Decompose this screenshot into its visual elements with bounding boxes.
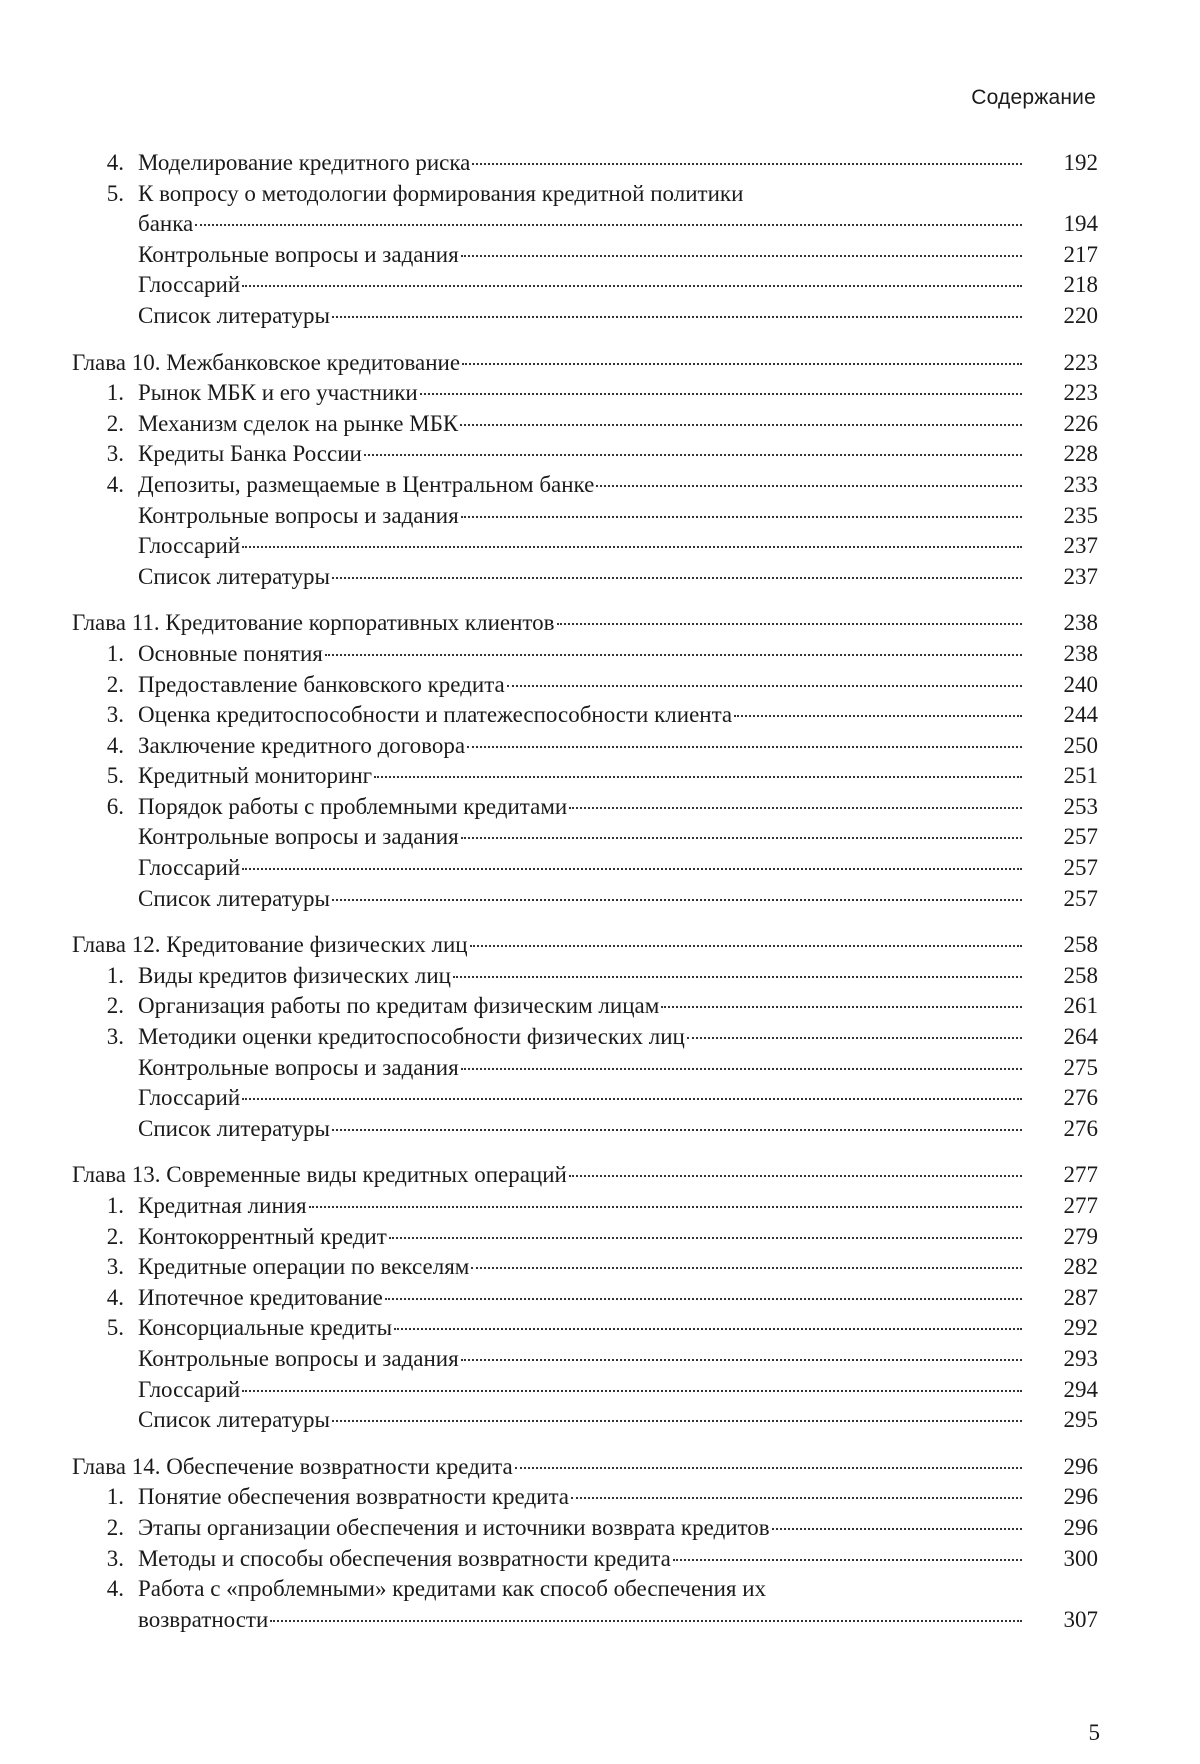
toc-entry-title: Кредитный мониторинг	[138, 763, 373, 789]
toc-entry-title: Методики оценки кредитоспособности физических лиц	[138, 1024, 685, 1050]
toc-entry-text-wrap	[138, 822, 1028, 853]
toc-dot-leader	[242, 868, 1022, 870]
toc-entry-title: Глоссарий	[138, 855, 241, 881]
toc-entry	[72, 1482, 1098, 1513]
toc-dot-leader	[569, 807, 1022, 809]
toc-page-number: 228	[1063, 441, 1098, 467]
toc-entry-number: 2.	[106, 671, 124, 697]
toc-page-number: 244	[1063, 702, 1098, 728]
toc-entry-text-wrap	[72, 1452, 1028, 1483]
toc-dot-leader	[242, 1390, 1022, 1392]
toc-entry	[72, 1022, 1098, 1053]
toc-entry-title-continued: банка	[138, 211, 194, 237]
toc-entry	[72, 761, 1098, 792]
toc-chapter	[72, 1160, 1098, 1191]
toc-entry-title: Консорциальные кредиты	[138, 1315, 393, 1341]
toc-entry-title: Контрольные вопросы и задания	[138, 241, 459, 267]
toc-entry-text-wrap	[72, 348, 1028, 379]
toc-subentry	[72, 822, 1098, 853]
toc-entry-number: 1.	[106, 640, 124, 666]
toc-entry-text-wrap	[138, 240, 1028, 271]
toc-entry-text-wrap	[138, 1513, 1028, 1544]
toc-entry-line	[72, 1574, 1098, 1605]
toc-entry-text-wrap	[138, 179, 1098, 210]
toc-entry-number: 6.	[106, 793, 124, 819]
toc-entry	[72, 1222, 1098, 1253]
toc-entry-text-wrap	[138, 439, 1028, 470]
toc-chapter	[72, 348, 1098, 379]
toc-entry-title: Ипотечное кредитование	[138, 1284, 383, 1310]
page-number: 5	[1088, 1720, 1100, 1745]
toc-entry-text-wrap	[138, 853, 1028, 884]
toc-entry-title: Глоссарий	[138, 1376, 241, 1402]
toc-entry-title: Предоставление банковского кредита	[138, 671, 505, 697]
toc-subentry	[72, 240, 1098, 271]
toc-dot-leader	[507, 685, 1022, 687]
toc-page-number: 251	[1063, 763, 1098, 789]
toc-entry	[72, 470, 1098, 501]
toc-entry	[72, 1513, 1098, 1544]
toc-page-number: 296	[1063, 1514, 1098, 1540]
toc-page-number: 258	[1063, 932, 1098, 958]
toc-dot-leader	[242, 1098, 1022, 1100]
toc-dot-leader	[687, 1037, 1022, 1039]
toc-entry-text-wrap	[138, 1053, 1028, 1084]
toc-page-number: 293	[1063, 1345, 1098, 1371]
toc-entry-title: Кредитные операции по векселям	[138, 1254, 470, 1280]
toc-entry-title: Контрольные вопросы и задания	[138, 1054, 459, 1080]
toc-dot-leader	[673, 1559, 1022, 1561]
toc-dot-leader	[385, 1298, 1022, 1300]
toc-page-number: 307	[1063, 1606, 1098, 1632]
toc-entry-title: Депозиты, размещаемые в Центральном банке	[138, 471, 595, 497]
toc-entry	[72, 439, 1098, 470]
toc-page-number: 282	[1063, 1254, 1098, 1280]
toc-dot-leader	[394, 1328, 1022, 1330]
toc-chapter	[72, 1452, 1098, 1483]
toc-page-number: 217	[1063, 241, 1098, 267]
toc-dot-leader	[470, 945, 1022, 947]
toc-entry-title: Моделирование кредитного риска	[138, 150, 471, 175]
toc-entry-text-wrap	[138, 761, 1028, 792]
running-header: Содержание	[971, 86, 1096, 109]
toc-page-number: 238	[1063, 610, 1098, 636]
toc-entry-number: 1.	[106, 1193, 124, 1218]
toc-entry-title: Кредитная линия	[138, 1193, 307, 1218]
toc-entry-title: Работа с «проблемными» кредитами как способ обеспечения их	[138, 1576, 767, 1602]
toc-page-number: 237	[1063, 533, 1098, 559]
toc-page-number: 220	[1063, 302, 1098, 328]
toc-chapter-title: Глава 13. Современные виды кредитных операций	[72, 1162, 567, 1188]
toc-dot-leader	[242, 546, 1022, 548]
toc-entry-number: 5.	[106, 763, 124, 789]
toc-dot-leader	[472, 163, 1022, 165]
toc-entry-number: 2.	[106, 410, 124, 436]
toc-entry-text-wrap	[138, 409, 1028, 440]
toc-page-number: 287	[1063, 1284, 1098, 1310]
toc-entry-title: Список литературы	[138, 1115, 330, 1141]
toc-page-number: 257	[1063, 855, 1098, 881]
toc-subentry	[72, 1083, 1098, 1114]
toc-entry-title: Понятие обеспечения возвратности кредита	[138, 1484, 570, 1510]
toc-dot-leader	[734, 715, 1022, 717]
toc-entry-text-wrap	[138, 562, 1028, 593]
toc-entry-text-wrap	[138, 1313, 1028, 1344]
toc-subentry	[72, 1375, 1098, 1406]
toc-entry-text-wrap	[138, 1252, 1028, 1283]
toc-dot-leader	[661, 1006, 1022, 1008]
toc-page-number: 277	[1063, 1193, 1098, 1218]
toc-entry-text-wrap	[138, 1574, 1098, 1605]
toc-entry-text-wrap	[138, 884, 1028, 915]
toc-entry-title: Список литературы	[138, 302, 330, 328]
toc-page-number: 275	[1063, 1054, 1098, 1080]
toc-entry	[72, 1191, 1098, 1222]
toc-entry-title: Методы и способы обеспечения возвратности кредита	[138, 1545, 671, 1571]
toc-entry-text-wrap	[138, 1191, 1028, 1222]
toc-dot-leader	[515, 1467, 1022, 1469]
toc-page-number: 218	[1063, 272, 1098, 298]
toc-chapter-title: Глава 12. Кредитование физических лиц	[72, 932, 468, 958]
toc-page-number: 257	[1063, 824, 1098, 850]
toc-entry-text-wrap	[138, 1283, 1028, 1314]
toc-entry-text-wrap	[138, 1544, 1028, 1575]
toc-entry-text-wrap	[138, 1375, 1028, 1406]
toc-dot-leader	[462, 363, 1022, 365]
toc-page-number: 292	[1063, 1315, 1098, 1341]
toc-page-number: 194	[1063, 211, 1098, 237]
toc-entry-title: Список литературы	[138, 885, 330, 911]
toc-entry-text-wrap	[138, 1605, 1028, 1636]
toc-dot-leader	[195, 224, 1022, 226]
toc-dot-leader	[461, 1068, 1022, 1070]
toc-page-number: 223	[1063, 349, 1098, 375]
toc-dot-leader	[471, 1267, 1022, 1269]
toc-entry-text-wrap	[138, 1482, 1028, 1513]
toc-entry-title-continued: возвратности	[138, 1606, 269, 1632]
toc-dot-leader	[461, 516, 1022, 518]
toc-page-number: 261	[1063, 993, 1098, 1019]
toc-chapter	[72, 608, 1098, 639]
toc-entry-number: 5.	[106, 180, 124, 206]
toc-dot-leader	[596, 485, 1022, 487]
toc-dot-leader	[420, 393, 1022, 395]
toc-dot-leader	[325, 654, 1022, 656]
toc-entry-number: 3.	[106, 1024, 124, 1050]
toc-dot-leader	[772, 1528, 1022, 1530]
toc-entry-title: Организация работы по кредитам физическим лицам	[138, 993, 660, 1019]
toc-entry	[72, 409, 1098, 440]
toc-subentry	[72, 501, 1098, 532]
toc-entry-text-wrap	[138, 670, 1028, 701]
toc-entry-text-wrap	[72, 930, 1028, 961]
toc-chapter	[72, 930, 1098, 961]
toc-chapter-title: Глава 14. Обеспечение возвратности кредита	[72, 1453, 513, 1479]
toc-page-number: 295	[1063, 1407, 1098, 1433]
toc-entry-number: 3.	[106, 441, 124, 467]
toc-page-number: 226	[1063, 410, 1098, 436]
toc-dot-leader	[270, 1620, 1022, 1622]
toc-dot-leader	[467, 746, 1022, 748]
toc-dot-leader	[332, 577, 1022, 579]
toc-entry-number: 2.	[106, 1223, 124, 1249]
toc-entry-text-wrap	[138, 531, 1028, 562]
toc-entry-title: Механизм сделок на рынке МБК	[138, 410, 459, 436]
toc-dot-leader	[461, 837, 1022, 839]
toc-page-number: 257	[1063, 885, 1098, 911]
toc-entry-number: 4.	[106, 732, 124, 758]
toc-entry-number: 3.	[106, 1545, 124, 1571]
toc-subentry	[72, 1114, 1098, 1145]
toc-dot-leader	[557, 623, 1022, 625]
toc-subentry	[72, 531, 1098, 562]
toc-entry	[72, 1544, 1098, 1575]
toc-page-number: 240	[1063, 671, 1098, 697]
toc-entry-number: 3.	[106, 1254, 124, 1280]
toc-entry-text-wrap	[138, 470, 1028, 501]
toc-page-number: 238	[1063, 640, 1098, 666]
toc-page-number: 277	[1063, 1162, 1098, 1188]
toc-entry-number: 2.	[106, 993, 124, 1019]
toc-entry-number: 3.	[106, 702, 124, 728]
toc-entry-text-wrap	[138, 731, 1028, 762]
toc-entry-text-wrap	[138, 148, 1028, 179]
toc-page-number: 237	[1063, 563, 1098, 589]
toc-page-number: 235	[1063, 502, 1098, 528]
toc-entry-text-wrap	[138, 1114, 1028, 1145]
toc-subentry	[72, 853, 1098, 884]
toc-entry-title: Контрольные вопросы и задания	[138, 824, 459, 850]
toc-entry-text-wrap	[138, 700, 1028, 731]
toc-entry-title: К вопросу о методологии формирования кредитной политики	[138, 180, 744, 206]
toc-page-number: 264	[1063, 1024, 1098, 1050]
toc-entry-title: Виды кредитов физических лиц	[138, 962, 451, 988]
toc-entry-text-wrap	[138, 961, 1028, 992]
toc-entry-title: Оценка кредитоспособности и платежеспособности клиента	[138, 702, 733, 728]
toc-entry	[72, 670, 1098, 701]
toc-entry-text-wrap	[138, 991, 1028, 1022]
toc-dot-leader	[571, 1497, 1022, 1499]
toc-entry-title: Этапы организации обеспечения и источники возврата кредитов	[138, 1514, 770, 1540]
toc-subentry	[72, 884, 1098, 915]
toc-entry-title: Глоссарий	[138, 272, 241, 298]
toc-dot-leader	[332, 1129, 1022, 1131]
toc-entry-line	[72, 1605, 1098, 1636]
toc-entry-number: 5.	[106, 1315, 124, 1341]
toc-entry	[72, 378, 1098, 409]
toc-entry	[72, 700, 1098, 731]
toc-entry-title: Глоссарий	[138, 1085, 241, 1111]
toc-entry-text-wrap	[138, 1405, 1028, 1436]
toc-dot-leader	[332, 899, 1022, 901]
toc-entry-text-wrap	[138, 301, 1028, 332]
toc-entry	[72, 1313, 1098, 1344]
toc-dot-leader	[332, 316, 1022, 318]
toc-entry	[72, 639, 1098, 670]
toc-dot-leader	[309, 1206, 1022, 1208]
toc-page-number: 253	[1063, 793, 1098, 819]
toc-entry-title: Заключение кредитного договора	[138, 732, 466, 758]
toc-subentry	[72, 1053, 1098, 1084]
toc-entry-text-wrap	[138, 1083, 1028, 1114]
toc-page-number: 233	[1063, 471, 1098, 497]
toc-dot-leader	[460, 424, 1022, 426]
toc-entry-title: Кредиты Банка России	[138, 441, 362, 467]
toc-entry-title: Основные понятия	[138, 640, 323, 666]
toc-entry-text-wrap	[138, 792, 1028, 823]
toc-entry-title: Список литературы	[138, 563, 330, 589]
toc-entry-text-wrap	[138, 1022, 1028, 1053]
toc-dot-leader	[332, 1420, 1022, 1422]
toc-entry-line	[72, 209, 1098, 240]
toc-entry-text-wrap	[138, 270, 1028, 301]
toc-entry	[72, 148, 1098, 179]
toc-entry-number: 4.	[106, 1284, 124, 1310]
toc-entry-title: Контрольные вопросы и задания	[138, 502, 459, 528]
toc-page-number: 279	[1063, 1223, 1098, 1249]
toc-entry	[72, 991, 1098, 1022]
toc-entry-title: Глоссарий	[138, 533, 241, 559]
toc-entry-text-wrap	[138, 209, 1028, 240]
toc-page-number: 258	[1063, 962, 1098, 988]
toc-entry-number: 4.	[106, 471, 124, 497]
toc-entry-text-wrap	[138, 639, 1028, 670]
toc-entry-line	[72, 179, 1098, 210]
toc-entry-text-wrap	[72, 1160, 1028, 1191]
toc-chapter-title: Глава 10. Межбанковское кредитование	[72, 349, 461, 375]
toc-entry-title: Контрольные вопросы и задания	[138, 1345, 459, 1371]
toc-subentry	[72, 562, 1098, 593]
toc-dot-leader	[364, 454, 1022, 456]
toc-page-number: 192	[1063, 150, 1098, 175]
toc-dot-leader	[461, 1359, 1022, 1361]
toc-entry-text-wrap	[138, 1222, 1028, 1253]
toc-entry-number: 1.	[106, 1484, 124, 1510]
toc-entry	[72, 1283, 1098, 1314]
toc-dot-leader	[389, 1237, 1022, 1239]
toc-chapter-title: Глава 11. Кредитование корпоративных клиентов	[72, 610, 555, 636]
toc-page-number: 276	[1063, 1115, 1098, 1141]
toc-entry-number: 1.	[106, 962, 124, 988]
toc-page-number: 294	[1063, 1376, 1098, 1402]
toc-entry-text-wrap	[138, 378, 1028, 409]
toc-subentry	[72, 1405, 1098, 1436]
toc-entry	[72, 792, 1098, 823]
toc-entry-number: 1.	[106, 380, 124, 406]
toc-dot-leader	[453, 976, 1022, 978]
toc-dot-leader	[569, 1175, 1022, 1177]
toc-subentry	[72, 1344, 1098, 1375]
toc-page-number: 296	[1063, 1484, 1098, 1510]
toc-entry-title: Рынок МБК и его участники	[138, 380, 418, 406]
toc-subentry	[72, 301, 1098, 332]
toc-entry	[72, 961, 1098, 992]
toc-entry-text-wrap	[138, 1344, 1028, 1375]
toc-entry-text-wrap	[138, 501, 1028, 532]
toc-entry-title: Список литературы	[138, 1407, 330, 1433]
toc-dot-leader	[374, 776, 1022, 778]
toc-subentry	[72, 270, 1098, 301]
toc-entry	[72, 1252, 1098, 1283]
toc-dot-leader	[242, 285, 1022, 287]
toc-page-number: 296	[1063, 1453, 1098, 1479]
toc-entry	[72, 731, 1098, 762]
table-of-contents	[72, 148, 1098, 1635]
toc-entry-text-wrap	[72, 608, 1028, 639]
toc-entry-number: 2.	[106, 1514, 124, 1540]
toc-entry-number: 4.	[106, 150, 124, 175]
toc-entry-title: Порядок работы с проблемными кредитами	[138, 793, 568, 819]
toc-page-number: 250	[1063, 732, 1098, 758]
toc-page-number: 223	[1063, 380, 1098, 406]
toc-page-number: 276	[1063, 1085, 1098, 1111]
toc-entry-number: 4.	[106, 1576, 124, 1602]
toc-entry-title: Контокоррентный кредит	[138, 1223, 387, 1249]
toc-dot-leader	[461, 255, 1022, 257]
toc-page-number: 300	[1063, 1545, 1098, 1571]
